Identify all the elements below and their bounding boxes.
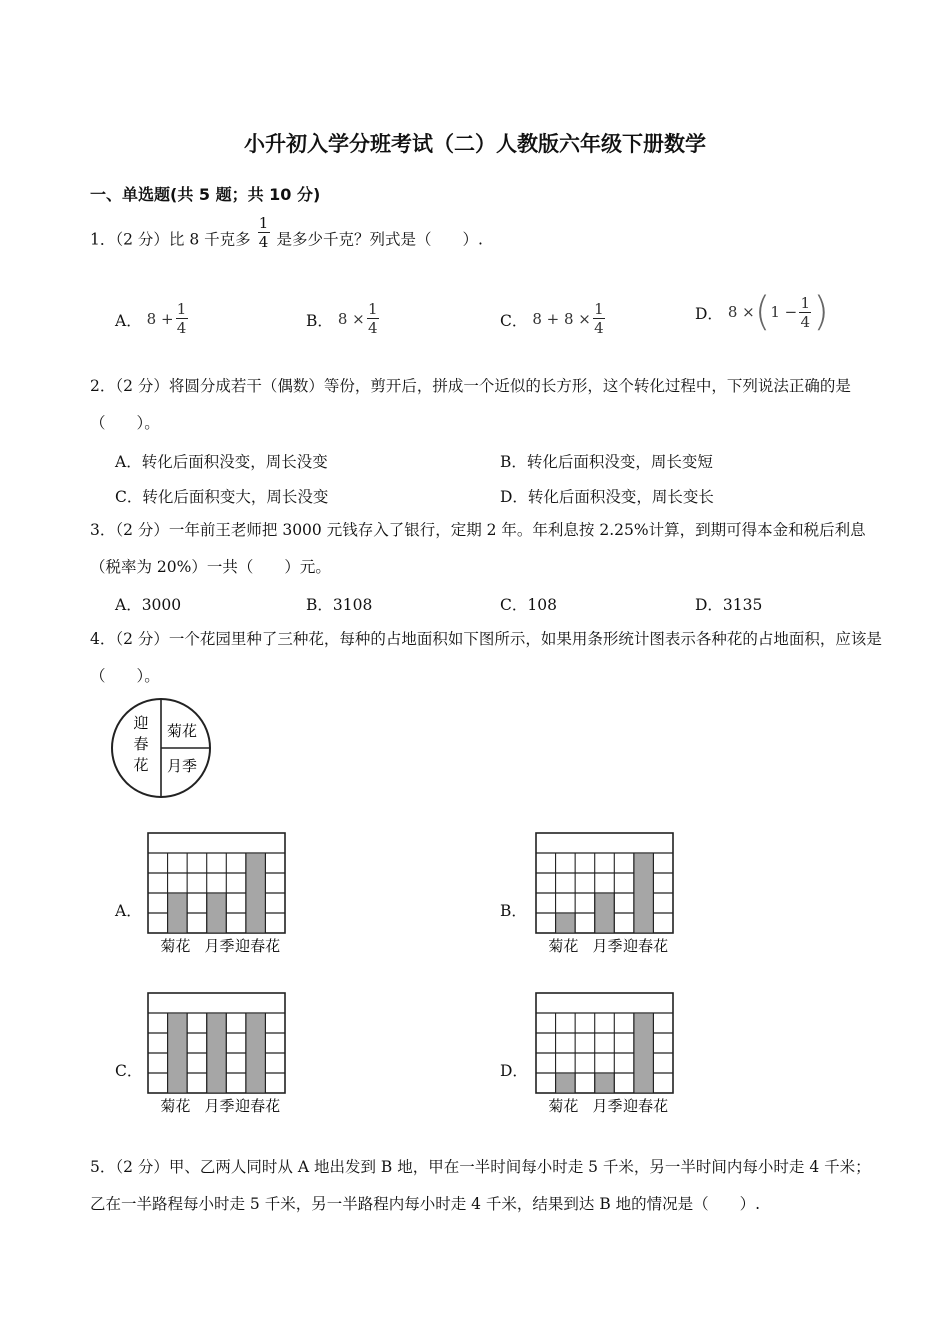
bar: [595, 893, 615, 933]
option-label: A．: [115, 311, 142, 330]
category-label: 迎春花: [623, 937, 669, 955]
option-expr: 8 + $\frac{1}{4}$: [146, 300, 187, 337]
category-label: 月季: [204, 1097, 235, 1115]
option-expr: 8 × $\frac{1}{4}$: [337, 300, 378, 337]
page-title: 小升初入学分班考试（二）人教版六年级下册数学: [244, 132, 706, 156]
option-expr: 8 × ( 1 − $\frac{1}{4}$ ): [727, 289, 829, 335]
bar: [556, 1073, 576, 1093]
q1-option-d[interactable]: [695, 289, 829, 335]
q4-option-b[interactable]: B．: [500, 902, 527, 920]
bar: [556, 913, 576, 933]
question-3: 3．（2 分）一年前王老师把 3000 元钱存入了银行，定期 2 年。年利息按 2.25%计算，到期可得本金和税后利息（税率为 20%）一共（ ）元。: [90, 521, 866, 576]
bar: [634, 853, 654, 933]
q2-option-c[interactable]: C．转化后面积变大，周长没变: [115, 488, 329, 506]
q1-fraction: [258, 214, 270, 251]
q1-prefix: 1．（2 分）比 8 千克多: [90, 230, 251, 249]
q1-option-b[interactable]: [306, 300, 381, 337]
pie-label-yueji: 月季: [166, 757, 198, 775]
bar: [207, 1013, 227, 1093]
pie-label-juhua: 菊花: [166, 722, 198, 740]
q3-option-b[interactable]: B．3108: [306, 596, 373, 614]
bar-chart-b[interactable]: [533, 830, 678, 958]
category-label: 迎春花: [623, 1097, 669, 1115]
category-label: 菊花: [548, 937, 579, 955]
category-label: 迎春花: [235, 1097, 281, 1115]
frac-den: 4: [258, 233, 269, 251]
pie-label-yingchun-3: 花: [133, 756, 149, 774]
q3-option-a[interactable]: A．3000: [115, 596, 182, 614]
q4-option-d[interactable]: D．: [500, 1062, 528, 1080]
option-label: C．: [500, 311, 528, 330]
option-label: D．: [695, 305, 723, 323]
option-label: B．: [306, 311, 333, 330]
pie-label-yingchun-2: 春: [133, 735, 149, 753]
category-label: 月季: [204, 937, 235, 955]
q3-option-d[interactable]: D．3135: [695, 596, 763, 614]
q1-option-c[interactable]: [500, 300, 607, 337]
q2-option-a[interactable]: A．转化后面积没变，周长没变: [115, 453, 328, 471]
category-label: 月季: [592, 1097, 623, 1115]
bar: [634, 1013, 654, 1093]
q1-option-a[interactable]: [115, 300, 190, 337]
q4-option-c[interactable]: C．: [115, 1062, 143, 1080]
category-label: 菊花: [548, 1097, 579, 1115]
bar: [246, 853, 266, 933]
question-5: 5．（2 分）甲、乙两人同时从 A 地出发到 B 地，甲在一半时间每小时走 5 千米，另一半时间内每小时走 4 千米；乙在一半路程每小时走 5 千米，另一半路程内每小时走 4 千米，结果到达 B 地的情况是（ ）.: [90, 1158, 871, 1213]
q1-suffix: 是多少千克？列式是（ ）.: [276, 230, 483, 249]
bar: [168, 1013, 188, 1093]
q2-option-b[interactable]: B．转化后面积没变，周长变短: [500, 453, 713, 471]
category-label: 菊花: [160, 1097, 191, 1115]
category-label: 月季: [592, 937, 623, 955]
bar-chart-a[interactable]: [145, 830, 290, 958]
q3-option-c[interactable]: C．108: [500, 596, 557, 614]
category-label: 菊花: [160, 937, 191, 955]
option-expr: 8 + 8 × $\frac{1}{4}$: [532, 300, 604, 337]
q2-option-d[interactable]: D．转化后面积没变，周长变长: [500, 488, 714, 506]
question-1: [90, 214, 882, 259]
bar: [246, 1013, 266, 1093]
question-4: 4．（2 分）一个花园里种了三种花，每种的占地面积如下图所示，如果用条形统计图表示各种花的占地面积，应该是（ ）。: [90, 630, 882, 685]
pie-label-yingchun-1: 迎: [133, 714, 149, 732]
bar-chart-c[interactable]: [145, 990, 290, 1118]
bar: [207, 893, 227, 933]
category-label: 迎春花: [235, 937, 281, 955]
pie-chart: [108, 696, 216, 800]
section-heading: 一、单选题(共 5 题；共 10 分): [90, 185, 321, 204]
q4-option-a[interactable]: A．: [115, 902, 142, 920]
question-2: 2．（2 分）将圆分成若干（偶数）等份，剪开后，拼成一个近似的长方形，这个转化过程中，下列说法正确的是（ ）。: [90, 377, 851, 432]
bar-chart-d[interactable]: [533, 990, 678, 1118]
bar: [168, 893, 188, 933]
bar: [595, 1073, 615, 1093]
frac-num: 1: [258, 214, 269, 232]
